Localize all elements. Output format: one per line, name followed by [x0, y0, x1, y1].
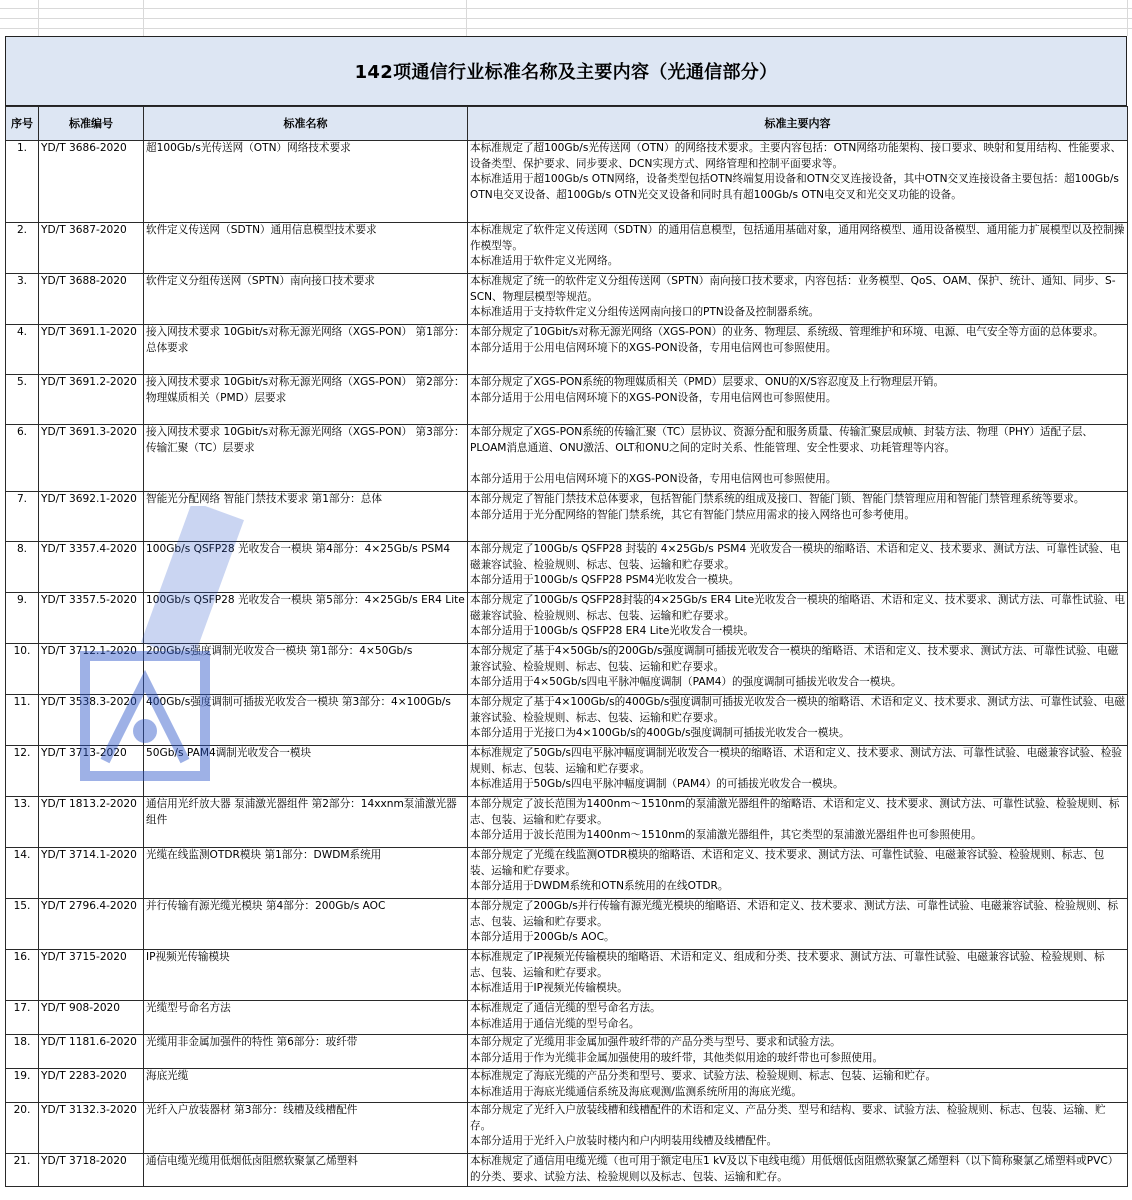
- standard-content: [468, 223, 1128, 274]
- content-paragraph: 本部分适用于波长范围为1400nm～1510nm的泵浦激光器组件，其它类型的泵浦激光器组件也可参照使用。: [470, 829, 982, 841]
- content-paragraph: 本部分规定了10Gbit/s对称无源光网络（XGS-PON）的业务、物理层、系统级、管理维护和环境、电源、电气安全等方面的总体要求。: [470, 326, 1104, 338]
- standard-code: YD/T 3691.2-2020: [39, 375, 144, 425]
- standard-code: YD/T 3691.1-2020: [39, 325, 144, 375]
- standard-code: YD/T 3132.3-2020: [39, 1103, 144, 1154]
- content-paragraph: 本部分规定了光缆在线监测OTDR模块的缩略语、术语和定义、技术要求、测试方法、可靠性试验、电磁兼容试验、检验规则、标志、包装、运输和贮存要求。: [470, 849, 1105, 877]
- standard-name: 智能光分配网络 智能门禁技术要求 第1部分：总体: [144, 492, 468, 542]
- standard-code: YD/T 2796.4-2020: [39, 899, 144, 950]
- content-paragraph: 本标准规定了超100Gb/s光传送网（OTN）的网络技术要求。主要内容包括：OTN网络功能架构、接口要求、映射和复用结构、性能要求、设备类型、保护要求、同步要求、DCN实现方式、网络管理和控制平面要求等。: [470, 142, 1122, 170]
- content-paragraph: 本标准适用于海底光缆通信系统及海底观测/监测系统所用的海底光缆。: [470, 1085, 802, 1098]
- table-row: [6, 492, 1128, 542]
- content-paragraph: 本部分适用于作为光缆非金属加强使用的玻纤带，其他类似用途的玻纤带也可参照使用。: [470, 1051, 884, 1064]
- content-paragraph: 本标准规定了IP视频光传输模块的缩略语、术语和定义、组成和分类、技术要求、测试方法、可靠性试验、电磁兼容试验、检验规则、标志、包装、运输和贮存要求。: [470, 951, 1105, 979]
- content-paragraph: 本标准规定了软件定义传送网（SDTN）的通用信息模型，包括通用基础对象，通用网络模型、通用设备模型、通用能力扩展模型以及控制操作模型等。: [470, 224, 1125, 252]
- standard-code: YD/T 3691.3-2020: [39, 425, 144, 492]
- content-paragraph: 本部分规定了XGS-PON系统的传输汇聚（TC）层协议、资源分配和服务质量、传输汇聚层成帧、封装方法、物理（PHY）适配子层、PLOAM消息通道、ONU激活、OLT和ONU之间的定时关系、性能管理、安全性要求、功耗管理等内容。: [470, 426, 1094, 454]
- standard-content: [468, 899, 1128, 950]
- row-number: 14.: [6, 848, 39, 899]
- content-paragraph: 本部分规定了光纤入户放装线槽和线槽配件的术语和定义、产品分类、型号和结构、要求、试验方法、检验规则、标志、包装、运输、贮存。: [470, 1104, 1106, 1132]
- content-paragraph: 本部分适用于DWDM系统和OTN系统用的在线OTDR。: [470, 880, 729, 892]
- row-number: 12.: [6, 746, 39, 797]
- content-paragraph: 本标准适用于IP视频光传输模块。: [470, 982, 628, 994]
- standard-content: [468, 848, 1128, 899]
- table-row: [6, 375, 1128, 425]
- content-paragraph: 本部分适用于光接口为4×100Gb/s的400Gb/s强度调制可插拔光收发合一模块。: [470, 727, 850, 739]
- table-row: [6, 223, 1128, 274]
- row-number: 11.: [6, 695, 39, 746]
- standard-name: 并行传输有源光缆光模块 第4部分：200Gb/s AOC: [144, 899, 468, 950]
- table-row: [6, 695, 1128, 746]
- standard-code: YD/T 3538.3-2020: [39, 695, 144, 746]
- row-number: 3.: [6, 274, 39, 325]
- content-paragraph: 本标准适用于通信光缆的型号命名。: [470, 1017, 640, 1030]
- standard-name: 通信电缆光缆用低烟低卤阻燃软聚氯乙烯塑料: [144, 1154, 468, 1187]
- content-paragraph: 本部分适用于200Gb/s AOC。: [470, 931, 615, 943]
- standard-code: YD/T 3357.4-2020: [39, 542, 144, 593]
- content-paragraph: 本标准规定了通信用电缆光缆（也可用于额定电压1 kV及以下电线电缆）用低烟低卤阻燃软聚氯乙烯塑料（以下简称聚氯乙烯塑料或PVC）的分类、要求、试验方法、检验规则以及标志、包装、运输和贮存。: [470, 1155, 1119, 1183]
- row-number: 6.: [6, 425, 39, 492]
- row-number: 7.: [6, 492, 39, 542]
- table-row: [6, 1154, 1128, 1187]
- standard-content: [468, 950, 1128, 1001]
- sheet-title: 142项通信行业标准名称及主要内容（光通信部分）: [5, 36, 1127, 106]
- row-number: 9.: [6, 593, 39, 644]
- row-number: 21.: [6, 1154, 39, 1187]
- standard-content: [468, 746, 1128, 797]
- row-number: 5.: [6, 375, 39, 425]
- header-content: 标准主要内容: [468, 107, 1128, 141]
- content-paragraph: 本部分规定了XGS-PON系统的物理媒质相关（PMD）层要求、ONU的X/S容忍度及上行物理层开销。: [470, 376, 945, 388]
- standard-name: 接入网技术要求 10Gbit/s对称无源光网络（XGS-PON） 第2部分：物理媒质相关（PMD）层要求: [144, 375, 468, 425]
- header-name: 标准名称: [144, 107, 468, 141]
- standard-name: 接入网技术要求 10Gbit/s对称无源光网络（XGS-PON） 第1部分：总体要求: [144, 325, 468, 375]
- standard-code: YD/T 3687-2020: [39, 223, 144, 274]
- spreadsheet-top-gridlines: [0, 0, 1132, 36]
- standard-code: YD/T 908-2020: [39, 1001, 144, 1035]
- table-row: [6, 141, 1128, 223]
- table-row: [6, 797, 1128, 848]
- standard-content: [468, 1154, 1128, 1187]
- standard-content: [468, 1035, 1128, 1069]
- standard-content: [468, 644, 1128, 695]
- standard-code: YD/T 3718-2020: [39, 1154, 144, 1187]
- standard-code: YD/T 3714.1-2020: [39, 848, 144, 899]
- standard-name: 软件定义分组传送网（SPTN）南向接口技术要求: [144, 274, 468, 325]
- standard-name: 50Gb/s PAM4调制光收发合一模块: [144, 746, 468, 797]
- standard-content: [468, 797, 1128, 848]
- table-row: [6, 542, 1128, 593]
- standard-content: [468, 542, 1128, 593]
- content-paragraph: 本部分适用于100Gb/s QSFP28 PSM4光收发合一模块。: [470, 574, 740, 586]
- row-number: 16.: [6, 950, 39, 1001]
- standard-name: 光缆在线监测OTDR模块 第1部分：DWDM系统用: [144, 848, 468, 899]
- standard-content: [468, 593, 1128, 644]
- content-paragraph: 本部分适用于公用电信网环境下的XGS-PON设备，专用电信网也可参照使用。: [470, 391, 837, 404]
- content-paragraph: 本部分规定了100Gb/s QSFP28 封装的 4×25Gb/s PSM4 光收发合一模块的缩略语、术语和定义、技术要求、测试方法、可靠性试验、电磁兼容试验、检验规则、标志、包装、运输和贮存要求。: [470, 543, 1121, 571]
- table-row: [6, 1035, 1128, 1069]
- content-paragraph: 本部分适用于光纤入户放装时楼内和户内明装用线槽及线槽配件。: [470, 1135, 778, 1147]
- standard-name: 海底光缆: [144, 1069, 468, 1103]
- standard-content: [468, 325, 1128, 375]
- content-paragraph: 本标准适用于50Gb/s四电平脉冲幅度调制（PAM4）的可插拔光收发合一模块。: [470, 778, 844, 790]
- standard-name: 超100Gb/s光传送网（OTN）网络技术要求: [144, 141, 468, 223]
- content-paragraph: 本部分规定了基于4×50Gb/s的200Gb/s强度调制可插拔光收发合一模块的缩略语、术语和定义、技术要求、测试方法、可靠性试验、电磁兼容试验、检验规则、标志、包装、运输和贮存要求。: [470, 645, 1119, 673]
- row-number: 1.: [6, 141, 39, 223]
- table-row: [6, 1069, 1128, 1103]
- standard-content: [468, 1001, 1128, 1035]
- content-paragraph: 本部分适用于100Gb/s QSFP28 ER4 Lite光收发合一模块。: [470, 625, 754, 637]
- standard-code: YD/T 2283-2020: [39, 1069, 144, 1103]
- content-paragraph: 本标准适用于超100Gb/s OTN网络，设备类型包括OTN终端复用设备和OTN交叉连接设备，其中OTN交叉连接设备主要包括：超100Gb/s OTN电交叉设备、超100Gb/s OTN光交叉设备和同时具有超100Gb/s OTN电交叉和光交叉功能的设备。: [470, 173, 1119, 201]
- row-number: 13.: [6, 797, 39, 848]
- standard-content: [468, 695, 1128, 746]
- row-number: 10.: [6, 644, 39, 695]
- standard-name: 400Gb/s强度调制可插拔光收发合一模块 第3部分：4×100Gb/s: [144, 695, 468, 746]
- row-number: 19.: [6, 1069, 39, 1103]
- row-number: 2.: [6, 223, 39, 274]
- content-paragraph: 本部分规定了智能门禁技术总体要求，包括智能门禁系统的组成及接口、智能门锁、智能门禁管理应用和智能门禁管理系统等要求。: [470, 493, 1085, 505]
- standard-code: YD/T 1181.6-2020: [39, 1035, 144, 1069]
- table-row: [6, 950, 1128, 1001]
- row-number: 4.: [6, 325, 39, 375]
- table-header-row: [6, 107, 1128, 141]
- table-row: [6, 274, 1128, 325]
- table-row: [6, 325, 1128, 375]
- content-paragraph: 本部分规定了光缆用非金属加强件玻纤带的产品分类与型号、要求和试验方法。: [470, 1036, 841, 1048]
- standard-name: 光缆用非金属加强件的特性 第6部分：玻纤带: [144, 1035, 468, 1069]
- content-paragraph: 本部分规定了波长范围为1400nm～1510nm的泵浦激光器组件的缩略语、术语和定义、技术要求、测试方法、可靠性试验、检验规则、标志、包装、运输和贮存要求。: [470, 798, 1120, 826]
- table-row: [6, 425, 1128, 492]
- content-paragraph: 本标准规定了海底光缆的产品分类和型号、要求、试验方法、检验规则、标志、包装、运输和贮存。: [470, 1070, 937, 1082]
- standard-content: [468, 274, 1128, 325]
- row-number: 8.: [6, 542, 39, 593]
- standard-content: [468, 492, 1128, 542]
- row-number: 18.: [6, 1035, 39, 1069]
- standard-name: 光缆型号命名方法: [144, 1001, 468, 1035]
- standard-name: 100Gb/s QSFP28 光收发合一模块 第4部分：4×25Gb/s PSM4: [144, 542, 468, 593]
- standard-code: YD/T 3692.1-2020: [39, 492, 144, 542]
- row-number: 15.: [6, 899, 39, 950]
- row-number: 20.: [6, 1103, 39, 1154]
- content-paragraph: 本部分规定了200Gb/s并行传输有源光缆光模块的缩略语、术语和定义、技术要求、测试方法、可靠性试验、电磁兼容试验、检验规则、标志、包装、运输和贮存要求。: [470, 900, 1119, 928]
- content-paragraph: 本部分适用于光分配网络的智能门禁系统，其它有智能门禁应用需求的接入网络也可参考使用。: [470, 508, 915, 521]
- standard-code: YD/T 3715-2020: [39, 950, 144, 1001]
- standard-content: [468, 1069, 1128, 1103]
- content-paragraph: 本标准规定了统一的软件定义分组传送网（SPTN）南向接口技术要求，内容包括：业务模型、QoS、OAM、保护、统计、通知、同步、S-SCN、物理层模型等规范。: [470, 275, 1116, 303]
- standard-name: 接入网技术要求 10Gbit/s对称无源光网络（XGS-PON） 第3部分：传输汇聚（TC）层要求: [144, 425, 468, 492]
- table-row: [6, 899, 1128, 950]
- standards-sheet: [5, 36, 1127, 1187]
- table-body: [6, 141, 1128, 1187]
- header-no: 序号: [6, 107, 39, 141]
- standard-content: [468, 375, 1128, 425]
- content-paragraph: 本部分适用于公用电信网环境下的XGS-PON设备，专用电信网也可参照使用。: [470, 472, 837, 485]
- standard-code: YD/T 3712.1-2020: [39, 644, 144, 695]
- table-row: [6, 848, 1128, 899]
- standard-name: IP视频光传输模块: [144, 950, 468, 1001]
- standard-name: 200Gb/s强度调制光收发合一模块 第1部分：4×50Gb/s: [144, 644, 468, 695]
- content-paragraph: 本标准规定了通信光缆的型号命名方法。: [470, 1002, 661, 1014]
- standard-code: YD/T 3688-2020: [39, 274, 144, 325]
- content-paragraph: 本标准适用于支持软件定义分组传送网南向接口的PTN设备及控制器系统。: [470, 306, 820, 318]
- standard-content: [468, 425, 1128, 492]
- content-paragraph: 本部分规定了基于4×100Gb/s的400Gb/s强度调制可插拔光收发合一模块的缩略语、术语和定义、技术要求、测试方法、可靠性试验、电磁兼容试验、检验规则、标志、包装、运输和贮存要求。: [470, 696, 1125, 724]
- standard-code: YD/T 1813.2-2020: [39, 797, 144, 848]
- standards-table: [5, 106, 1128, 1187]
- standard-content: [468, 141, 1128, 223]
- standard-name: 通信用光纤放大器 泵浦激光器组件 第2部分：14xxnm泵浦激光器组件: [144, 797, 468, 848]
- standard-name: 软件定义传送网（SDTN）通用信息模型技术要求: [144, 223, 468, 274]
- standard-content: [468, 1103, 1128, 1154]
- table-row: [6, 1103, 1128, 1154]
- content-paragraph: 本标准适用于软件定义光网络。: [470, 255, 619, 267]
- standard-code: YD/T 3357.5-2020: [39, 593, 144, 644]
- content-paragraph: [470, 456, 1125, 472]
- table-row: [6, 746, 1128, 797]
- standard-code: YD/T 3713-2020: [39, 746, 144, 797]
- content-paragraph: 本部分适用于4×50Gb/s四电平脉冲幅度调制（PAM4）的强度调制可插拔光收发合一模块。: [470, 676, 902, 688]
- header-code: 标准编号: [39, 107, 144, 141]
- table-row: [6, 644, 1128, 695]
- table-row: [6, 593, 1128, 644]
- standard-name: 光纤入户放装器材 第3部分：线槽及线槽配件: [144, 1103, 468, 1154]
- content-paragraph: 本部分适用于公用电信网环境下的XGS-PON设备，专用电信网也可参照使用。: [470, 341, 837, 354]
- standard-code: YD/T 3686-2020: [39, 141, 144, 223]
- standard-name: 100Gb/s QSFP28 光收发合一模块 第5部分：4×25Gb/s ER4 Lite: [144, 593, 468, 644]
- row-number: 17.: [6, 1001, 39, 1035]
- content-paragraph: 本部分规定了100Gb/s QSFP28封装的4×25Gb/s ER4 Lite光收发合一模块的缩略语、术语和定义、技术要求、测试方法、可靠性试验、电磁兼容试验、检验规则、标志、包装、运输和贮存要求。: [470, 594, 1125, 622]
- content-paragraph: 本标准规定了50Gb/s四电平脉冲幅度调制光收发合一模块的缩略语、术语和定义、技术要求、测试方法、可靠性试验、电磁兼容试验、检验规则、标志、包装、运输和贮存要求。: [470, 747, 1122, 775]
- table-row: [6, 1001, 1128, 1035]
